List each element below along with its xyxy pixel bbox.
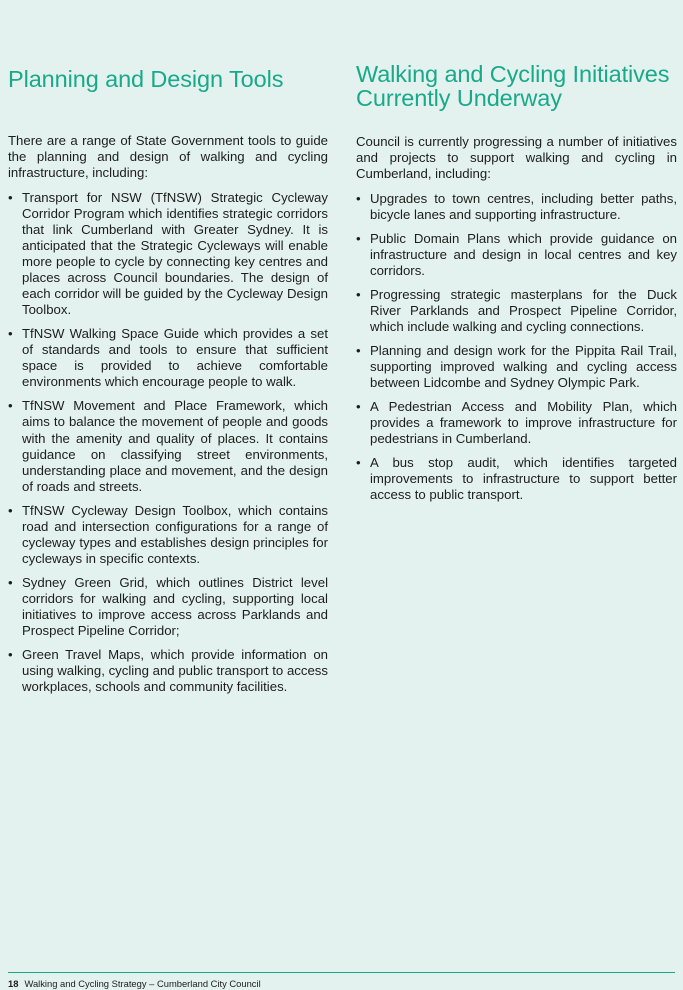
left-column xyxy=(8,62,328,703)
list-item-text: A bus stop audit, which identifies targeted improvements to infrastructure to support better access to public transport. xyxy=(370,454,677,503)
list-item-text: Planning and design work for the Pippita Rail Trail, supporting improved walking and cycling access between Lidcombe and Sydney Olympic Park. xyxy=(370,342,677,390)
list-item xyxy=(356,287,677,335)
bullet-icon: • xyxy=(356,286,361,302)
list-item-text: Progressing strategic masterplans for the Duck River Parklands and Prospect Pipeline Corridor, which include walking and cycling connections. xyxy=(370,286,677,334)
list-item xyxy=(8,503,328,567)
list-item-text: Public Domain Plans which provide guidance on infrastructure and design in local centres and key corridors. xyxy=(370,230,677,278)
list-item xyxy=(356,455,677,503)
bullet-icon: • xyxy=(356,190,361,206)
intro-paragraph: Council is currently progressing a number of initiatives and projects to support walking and cycling in Cumberland, including: xyxy=(356,134,677,182)
page-footer xyxy=(8,978,261,990)
bullet-icon: • xyxy=(356,342,361,358)
list-item xyxy=(356,399,677,447)
bullet-icon: • xyxy=(8,189,13,205)
intro-paragraph: There are a range of State Government tools to guide the planning and design of walking and cycling infrastructure, including: xyxy=(8,133,328,181)
bullet-icon: • xyxy=(356,230,361,246)
bullet-icon: • xyxy=(8,326,13,342)
section-heading-planning: Planning and Design Tools xyxy=(8,66,284,92)
list-item xyxy=(8,398,328,495)
bullet-icon: • xyxy=(356,398,361,414)
footer-title: Walking and Cycling Strategy – Cumberland City Council xyxy=(24,978,261,989)
list-item-text: TfNSW Movement and Place Framework, which aims to balance the movement of people and goods with the amenity and quality of places. It contains guidance on classifying street environments, understanding place and movement, and the design of roads and streets. xyxy=(22,398,328,494)
heading-line: Walking and Cycling Initiatives xyxy=(356,61,670,87)
list-item xyxy=(356,343,677,391)
bullet-icon: • xyxy=(8,502,13,518)
list-item xyxy=(356,231,677,279)
list-item-text: TfNSW Walking Space Guide which provides a set of standards and tools to ensure that sufficient space is provided to achieve comfortable environments which encourage people to walk. xyxy=(22,326,328,390)
list-item xyxy=(8,575,328,639)
bullet-icon: • xyxy=(8,647,13,663)
list-item-text: Green Travel Maps, which provide information on using walking, cycling and public transport to access workplaces, schools and community facilities. xyxy=(22,647,328,695)
bullet-icon: • xyxy=(8,574,13,590)
list-item-text: Sydney Green Grid, which outlines District level corridors for walking and cycling, supporting local initiatives to improve access across Parklands and Prospect Pipeline Corridor; xyxy=(22,574,328,639)
bullet-list xyxy=(8,190,328,696)
list-item xyxy=(8,326,328,390)
heading-line: Currently Underway xyxy=(356,85,562,111)
bullet-icon: • xyxy=(356,454,361,470)
bullet-list xyxy=(356,191,677,504)
section-heading-initiatives xyxy=(356,62,677,134)
list-item xyxy=(356,191,677,223)
list-item-text: A Pedestrian Access and Mobility Plan, which provides a framework to improve infrastructure for pedestrians in Cumberland. xyxy=(370,398,677,447)
list-item-text: Upgrades to town centres, including better paths, bicycle lanes and supporting infrastructure. xyxy=(370,190,677,222)
page-number: 18 xyxy=(8,978,19,989)
list-item xyxy=(8,647,328,695)
footer-divider xyxy=(8,972,675,973)
list-item xyxy=(8,190,328,319)
list-item-text: Transport for NSW (TfNSW) Strategic Cycleway Corridor Program which identifies strategic corridors that link Cumberland with Greater Sydney. It is anticipated that the Strategic Cycleways will enable more people to cycle by connecting key centres and places across Council boundaries. The design of each corridor will be guided by the Cycleway Design Toolbox. xyxy=(22,189,328,318)
bullet-icon: • xyxy=(8,398,13,414)
list-item-text: TfNSW Cycleway Design Toolbox, which contains road and intersection configurations for a range of cycleway types and establishes design principles for cycleways in specific contexts. xyxy=(22,502,328,566)
right-column xyxy=(356,62,677,511)
